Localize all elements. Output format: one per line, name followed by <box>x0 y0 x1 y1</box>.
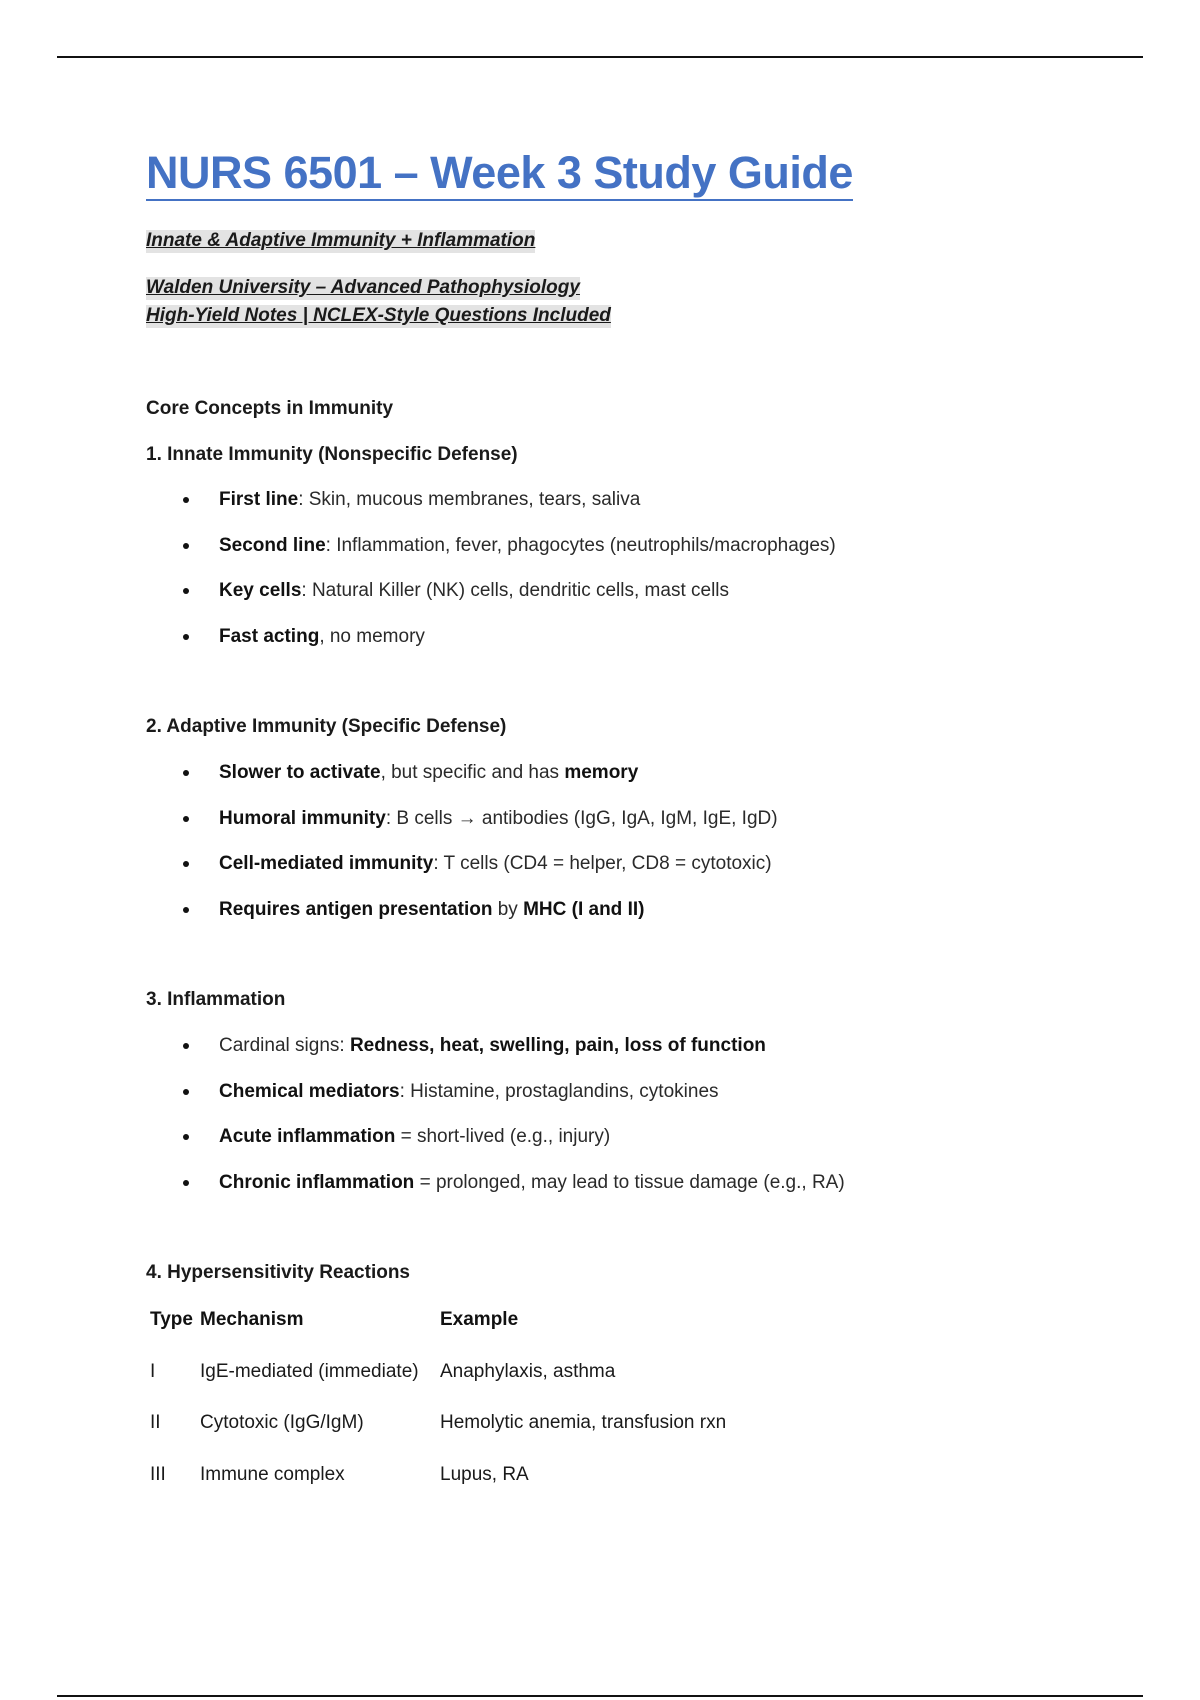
bullet-icon <box>183 588 189 594</box>
section-heading-hypersensitivity: 4. Hypersensitivity Reactions <box>146 1262 410 1283</box>
core-concepts-heading: Core Concepts in Immunity <box>146 398 394 419</box>
table-cell-type: I <box>150 1361 156 1382</box>
table-cell-type: II <box>150 1412 161 1433</box>
bullet-icon <box>183 1180 189 1186</box>
bullet-icon <box>183 1089 189 1095</box>
table-cell-type: III <box>150 1464 166 1485</box>
table-cell-example: Hemolytic anemia, transfusion rxn <box>440 1412 727 1433</box>
bullet-icon <box>183 770 189 776</box>
bullet-icon <box>183 543 189 549</box>
bullet-icon <box>183 1134 189 1140</box>
bullet-icon <box>183 1043 189 1049</box>
column-header-example: Example <box>440 1309 519 1330</box>
column-header-type: Type <box>150 1309 193 1330</box>
table-cell-example: Lupus, RA <box>440 1464 529 1485</box>
top-rule <box>57 56 1143 58</box>
section-heading-inflammation: 3. Inflammation <box>146 989 286 1010</box>
table-cell-example: Anaphylaxis, asthma <box>440 1361 616 1382</box>
bullet-icon <box>183 816 189 822</box>
bottom-rule <box>57 1695 1143 1697</box>
page-title: NURS 6501 – Week 3 Study Guide <box>146 148 853 201</box>
subtitle: Innate & Adaptive Immunity + Inflammation <box>146 230 536 251</box>
bullet-icon <box>183 497 189 503</box>
tagline: High-Yield Notes | NCLEX-Style Questions Included <box>146 305 611 326</box>
section-heading-innate: 1. Innate Immunity (Nonspecific Defense) <box>146 444 518 465</box>
table-cell-mechanism: IgE-mediated (immediate) <box>200 1361 419 1382</box>
institution-line: Walden University – Advanced Pathophysiology <box>146 277 580 298</box>
column-header-mechanism: Mechanism <box>200 1309 304 1330</box>
table-cell-mechanism: Immune complex <box>200 1464 345 1485</box>
section-heading-adaptive: 2. Adaptive Immunity (Specific Defense) <box>146 716 507 737</box>
table-cell-mechanism: Cytotoxic (IgG/IgM) <box>200 1412 364 1433</box>
bullet-icon <box>183 861 189 867</box>
bullet-icon <box>183 634 189 640</box>
bullet-icon <box>183 907 189 913</box>
